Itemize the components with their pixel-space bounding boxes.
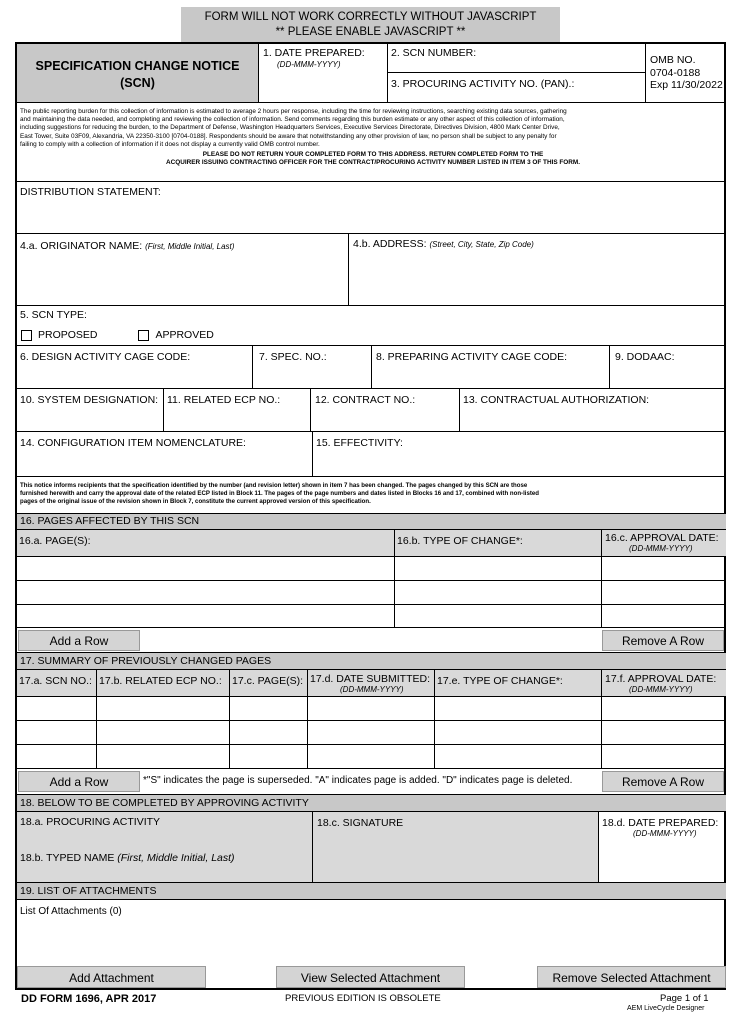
omb-number-label: OMB NO.	[650, 54, 696, 66]
burden-line: failing to comply with a collection of information if it does not display a currently valid OMB control number.	[20, 140, 320, 148]
col-16b-label: 16.b. TYPE OF CHANGE*:	[397, 535, 523, 547]
change-type-legend: *"S" indicates the page is superseded. "A" indicates page is added. "D" indicates page is deleted.	[143, 775, 573, 786]
table-16-cell[interactable]	[395, 605, 602, 628]
f13-label: 13. CONTRACTUAL AUTHORIZATION:	[463, 394, 650, 406]
notice-line: pages of the original issue of the revision shown in Block 7, constitute the current approved version of this specification.	[20, 498, 371, 506]
pan-field[interactable]	[388, 73, 646, 103]
approved-checkbox[interactable]	[138, 330, 149, 341]
f9-label: 9. DODAAC:	[615, 351, 675, 363]
f15-label: 15. EFFECTIVITY:	[316, 437, 403, 449]
table-16-cell[interactable]	[395, 581, 602, 605]
dodaac-field[interactable]	[610, 346, 726, 389]
section-16-button-row	[17, 628, 726, 653]
f11-label: 11. RELATED ECP NO.:	[167, 394, 281, 406]
scn-form	[15, 42, 726, 990]
section-16-header	[17, 514, 726, 530]
address-hint: (Street, City, State, Zip Code)	[429, 240, 534, 249]
proposed-checkbox[interactable]	[21, 330, 32, 341]
effectivity-field[interactable]	[313, 432, 726, 477]
date-prepared-label: 1. DATE PREPARED:	[263, 47, 365, 59]
col-17f-header	[602, 670, 726, 697]
f7-label: 7. SPEC. NO.:	[259, 351, 327, 363]
address-field[interactable]	[349, 234, 726, 306]
approved-label: APPROVED	[155, 329, 214, 341]
date-prepared-format: (DD-MMM-YYYY)	[277, 60, 341, 69]
burden-statement	[17, 103, 726, 182]
section-17-header	[17, 653, 726, 670]
configuration-item-nomenclature-field[interactable]	[17, 432, 313, 477]
notice-line: This notice informs recipients that the specification identified by the number (and revision letter) shown in item 7 has been changed. The pages changed by this SCN are those	[20, 482, 528, 489]
table-17-cell[interactable]	[435, 697, 602, 721]
burden-line: The public reporting burden for this collection of information is estimated to average 2 hours per response, including the time for reviewing instructions, searching existing data sources, gathering	[20, 108, 567, 115]
burden-line: and maintaining the data needed, and completing and reviewing the collection of information. Send comments regarding this burden estimate or any other aspect of this collection of information,	[20, 116, 565, 124]
table-16-cell[interactable]	[602, 581, 726, 605]
table-17-cell[interactable]	[97, 745, 230, 769]
f12-label: 12. CONTRACT NO.:	[315, 394, 416, 406]
table-17-cell[interactable]	[308, 745, 435, 769]
form-title-block	[17, 44, 259, 103]
originator-name-field[interactable]	[17, 234, 349, 306]
add-attachment-button[interactable]: Add Attachment	[17, 966, 206, 988]
omb-number: 0704-0188	[650, 66, 701, 79]
attachments-list-label: List Of Attachments (0)	[20, 906, 122, 917]
notice-text	[17, 477, 726, 514]
originator-name-label: 4.a. ORIGINATOR NAME:	[20, 240, 143, 252]
table-17-cell[interactable]	[17, 745, 97, 769]
spec-no-field[interactable]	[253, 346, 372, 389]
burden-line: East Tower, Suite 03F09, Alexandria, VA 22350-3100 [0704-0188]. Respondents should be aware that notwithstanding any other provision of law, no person shall be subject to any penalty for	[20, 132, 557, 140]
distribution-statement-label: DISTRIBUTION STATEMENT:	[20, 186, 161, 198]
section-18-title: 18. BELOW TO BE COMPLETED BY APPROVING ACTIVITY	[20, 797, 309, 809]
table-17-cell[interactable]	[602, 721, 726, 745]
approval-date-prepared-field[interactable]	[599, 812, 726, 883]
col-17a-label: 17.a. SCN NO.:	[19, 675, 92, 687]
table-17-cell[interactable]	[435, 745, 602, 769]
col-16b-header	[395, 530, 602, 557]
col-17d-header	[308, 670, 435, 697]
view-attachment-button[interactable]: View Selected Attachment	[276, 966, 465, 988]
add-row-16-button[interactable]: Add a Row	[18, 630, 140, 651]
signature-field[interactable]	[313, 812, 599, 883]
remove-row-16-button[interactable]: Remove A Row	[602, 630, 724, 651]
system-designation-field[interactable]	[17, 389, 164, 432]
section-19-header	[17, 883, 726, 900]
col-17b-label: 17.b. RELATED ECP NO.:	[99, 675, 222, 687]
f10-label: 10. SYSTEM DESIGNATION:	[20, 394, 159, 406]
table-17-cell[interactable]	[97, 697, 230, 721]
pan-label: 3. PROCURING ACTIVITY NO. (PAN).:	[391, 78, 575, 90]
design-activity-cage-code-field[interactable]	[17, 346, 253, 389]
col-17d-label: 17.d. DATE SUBMITTED:	[310, 673, 430, 685]
col-17e-header	[435, 670, 602, 697]
related-ecp-no-field[interactable]	[164, 389, 311, 432]
typed-name-label: 18.b. TYPED NAME	[20, 852, 115, 864]
col-16c-header	[602, 530, 726, 557]
date-prepared-field[interactable]	[259, 44, 388, 103]
proposed-label: PROPOSED	[38, 329, 98, 341]
burden-line: including suggestions for reducing the burden, to the Department of Defense, Washington Headquarters Services, Executive Services Directorate, Directives Division, 4800 Mark Center Drive,	[20, 124, 560, 132]
edition-notice: PREVIOUS EDITION IS OBSOLETE	[285, 993, 441, 1004]
table-16-cell[interactable]	[395, 557, 602, 581]
col-16a-header	[17, 530, 395, 557]
address-label: 4.b. ADDRESS:	[353, 238, 427, 250]
table-16-cell[interactable]	[17, 557, 395, 581]
page-count: Page 1 of 1	[660, 993, 709, 1004]
banner-line-1: FORM WILL NOT WORK CORRECTLY WITHOUT JAVASCRIPT	[204, 11, 537, 23]
javascript-warning-banner	[181, 7, 560, 43]
table-17-cell[interactable]	[230, 745, 308, 769]
originator-name-hint: (First, Middle Initial, Last)	[145, 242, 235, 251]
col-17f-label: 17.f. APPROVAL DATE:	[605, 673, 717, 685]
omb-block	[646, 44, 726, 103]
form-title-abbrev: (SCN)	[120, 76, 155, 90]
table-17-cell[interactable]	[435, 721, 602, 745]
table-17-cell[interactable]	[230, 697, 308, 721]
table-16-cell[interactable]	[17, 605, 395, 628]
table-17-cell[interactable]	[602, 745, 726, 769]
banner-line-2: ** PLEASE ENABLE JAVASCRIPT **	[275, 26, 466, 38]
notice-line: furnished herewith and carry the approval date of the related ECP listed in Block 11. The pages of the page numbers and dates listed in Blocks 16 and 17, combined with non-listed	[20, 490, 539, 498]
form-number: DD FORM 1696, APR 2017	[21, 993, 157, 1005]
remove-row-17-button[interactable]: Remove A Row	[602, 771, 724, 792]
omb-expiration: Exp 11/30/2022	[650, 79, 723, 91]
table-17-cell[interactable]	[17, 697, 97, 721]
col-17b-header	[97, 670, 230, 697]
table-17-cell[interactable]	[308, 721, 435, 745]
section-17-button-row	[17, 769, 726, 795]
distribution-statement-field[interactable]	[17, 182, 726, 234]
col-17a-header	[17, 670, 97, 697]
col-17d-format: (DD-MMM-YYYY)	[340, 685, 404, 694]
table-17-cell[interactable]	[230, 721, 308, 745]
signature-label: 18.c. SIGNATURE	[317, 817, 404, 829]
form-title: SPECIFICATION CHANGE NOTICE	[35, 59, 240, 73]
f14-label: 14. CONFIGURATION ITEM NOMENCLATURE:	[20, 437, 246, 449]
table-17-cell[interactable]	[602, 697, 726, 721]
add-row-17-button[interactable]: Add a Row	[18, 771, 140, 792]
section-16-title: 16. PAGES AFFECTED BY THIS SCN	[20, 515, 200, 527]
table-16-cell[interactable]	[602, 605, 726, 628]
scn-number-label: 2. SCN NUMBER:	[391, 47, 477, 59]
remove-attachment-button[interactable]: Remove Selected Attachment	[537, 966, 726, 988]
return-instruction-line: ACQUIRER ISSUING CONTRACTING OFFICER FOR THE CONTRACT/PROCURING ACTIVITY NUMBER LISTED IN ITEM 3 OF THIS FORM.	[166, 159, 580, 167]
f8-label: 8. PREPARING ACTIVITY CAGE CODE:	[376, 351, 567, 363]
typed-name-hint: (First, Middle Initial, Last)	[117, 852, 235, 864]
f6-label: 6. DESIGN ACTIVITY CAGE CODE:	[20, 351, 191, 363]
col-17c-header	[230, 670, 308, 697]
approval-date-label: 18.d. DATE PREPARED:	[602, 817, 719, 829]
table-17-cell[interactable]	[17, 721, 97, 745]
section-18-header	[17, 795, 726, 812]
section-17-title: 17. SUMMARY OF PREVIOUSLY CHANGED PAGES	[20, 655, 272, 667]
section-19-title: 19. LIST OF ATTACHMENTS	[20, 885, 157, 897]
contractual-authorization-field[interactable]	[460, 389, 726, 432]
approval-date-format: (DD-MMM-YYYY)	[633, 829, 697, 838]
table-17-cell[interactable]	[308, 697, 435, 721]
return-instruction-line: PLEASE DO NOT RETURN YOUR COMPLETED FORM TO THIS ADDRESS. RETURN COMPLETED FORM TO THE	[202, 151, 544, 159]
attachments-list[interactable]	[17, 900, 726, 966]
contract-no-field[interactable]	[311, 389, 460, 432]
table-16-cell[interactable]	[602, 557, 726, 581]
col-17c-label: 17.c. PAGE(S):	[232, 675, 303, 687]
procuring-activity-block[interactable]	[17, 812, 313, 883]
procuring-activity-label: 18.a. PROCURING ACTIVITY	[20, 816, 161, 828]
designer-credit: AEM LiveCycle Designer	[627, 1005, 705, 1012]
col-16a-label: 16.a. PAGE(S):	[19, 535, 91, 547]
table-17-cell[interactable]	[97, 721, 230, 745]
scn-number-field[interactable]	[388, 44, 646, 73]
scn-type-field	[17, 306, 726, 346]
col-16c-format: (DD-MMM-YYYY)	[629, 544, 693, 553]
col-17e-label: 17.e. TYPE OF CHANGE*:	[437, 675, 563, 687]
preparing-activity-cage-code-field[interactable]	[372, 346, 610, 389]
col-16c-label: 16.c. APPROVAL DATE:	[605, 532, 719, 544]
col-17f-format: (DD-MMM-YYYY)	[629, 685, 693, 694]
scn-type-label: 5. SCN TYPE:	[20, 309, 87, 321]
table-16-cell[interactable]	[17, 581, 395, 605]
